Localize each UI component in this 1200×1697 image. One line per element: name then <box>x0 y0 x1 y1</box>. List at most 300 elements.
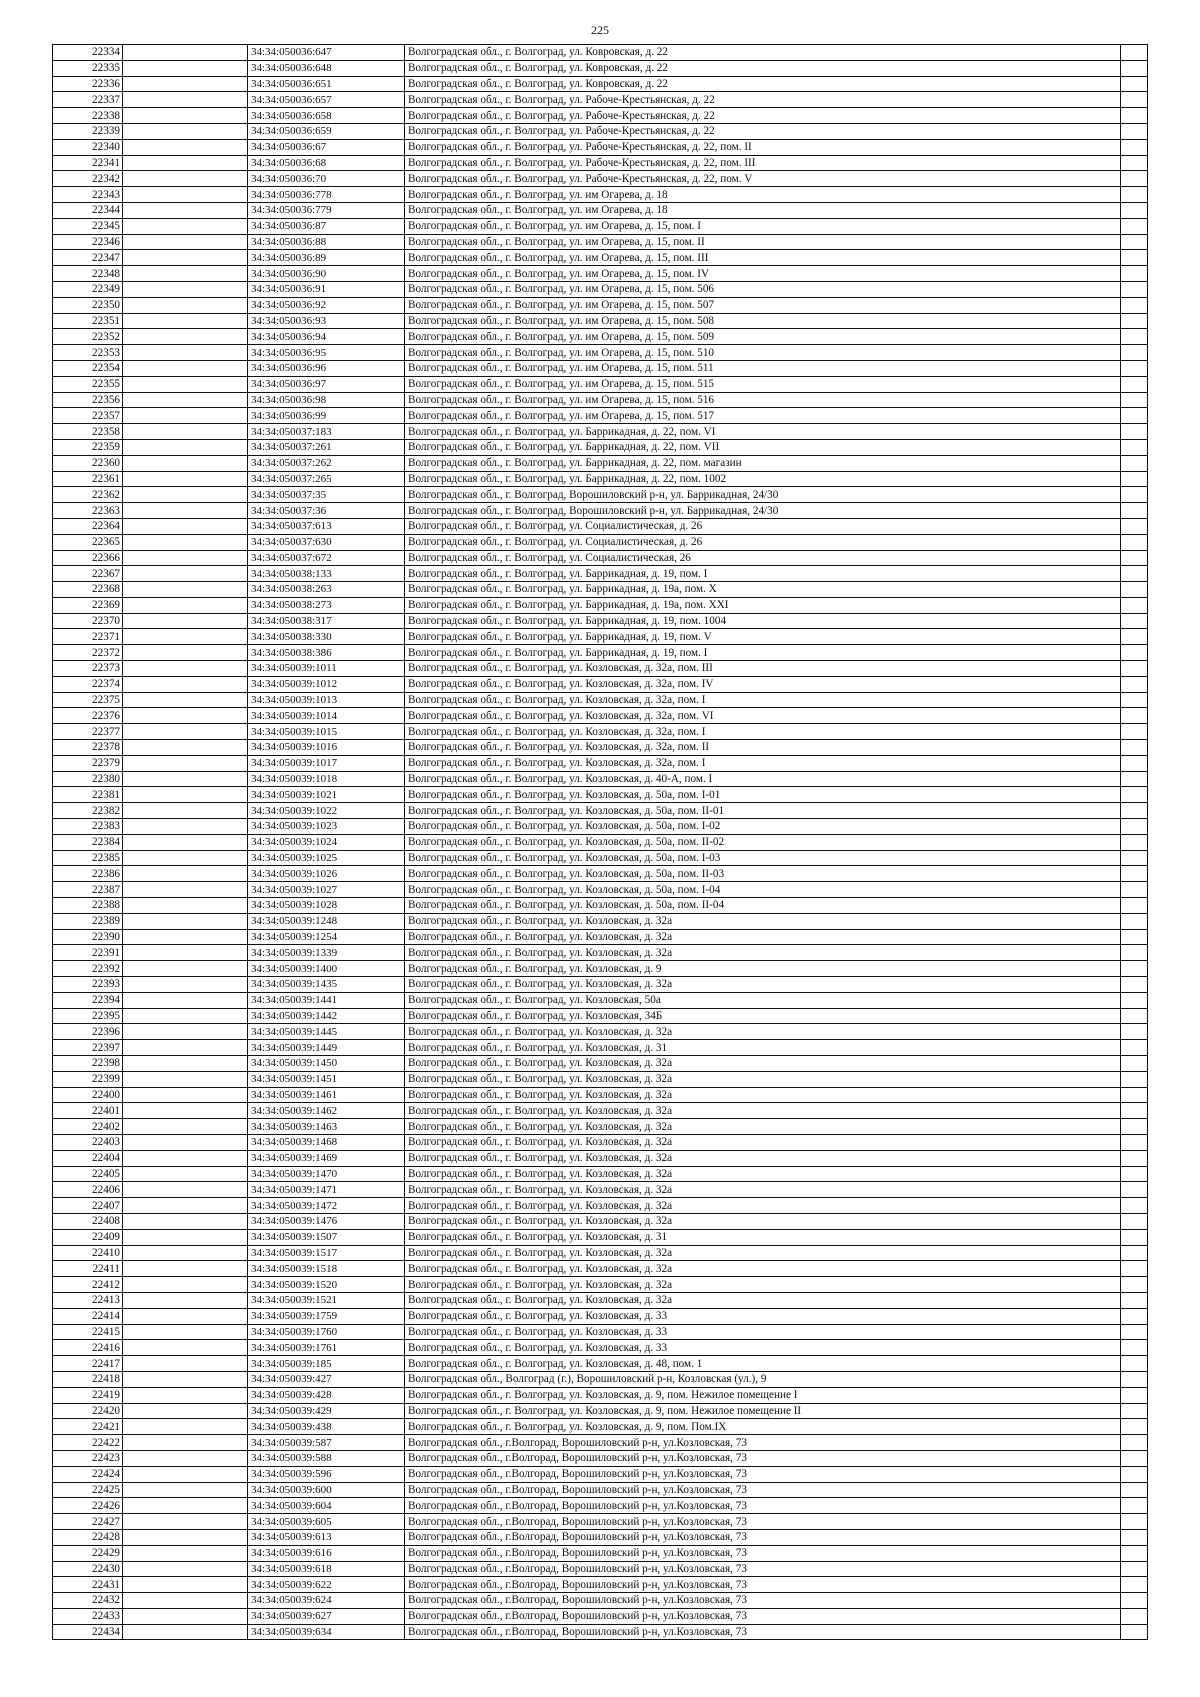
empty-cell <box>1121 1198 1148 1214</box>
table-row <box>53 360 1148 376</box>
row-number-cell: 22424 <box>53 1466 123 1482</box>
table-row <box>53 171 1148 187</box>
table-row <box>53 1624 1148 1640</box>
address-cell: Волгоградская обл., г. Волгоград, ул. Козловская, д. 32а <box>405 1166 1121 1182</box>
table-row <box>53 155 1148 171</box>
empty-cell <box>1121 60 1148 76</box>
address-cell: Волгоградская обл., г. Волгоград, ул. Козловская, д. 32а <box>405 913 1121 929</box>
row-number-cell: 22430 <box>53 1561 123 1577</box>
register-table-body <box>53 45 1148 1640</box>
row-number-cell: 22384 <box>53 834 123 850</box>
empty-cell <box>123 1040 248 1056</box>
empty-cell <box>1121 1498 1148 1514</box>
empty-cell <box>1121 787 1148 803</box>
empty-cell <box>1121 1292 1148 1308</box>
address-cell: Волгоградская обл., г. Волгоград, ул. Рабоче-Крестьянская, д. 22 <box>405 123 1121 139</box>
address-cell: Волгоградская обл., г.Волгорад, Ворошиловский р-н, ул.Козловская, 73 <box>405 1624 1121 1640</box>
row-number-cell: 22428 <box>53 1529 123 1545</box>
cadastral-number-cell: 34:34:050036:98 <box>248 392 405 408</box>
empty-cell <box>1121 471 1148 487</box>
cadastral-number-cell: 34:34:050039:596 <box>248 1466 405 1482</box>
address-cell: Волгоградская обл., г. Волгоград, ул. Козловская, д. 32а <box>405 977 1121 993</box>
table-row <box>53 708 1148 724</box>
empty-cell <box>123 1529 248 1545</box>
empty-cell <box>1121 1024 1148 1040</box>
address-cell: Волгоградская обл., г. Волгоград, ул. Козловская, д. 33 <box>405 1324 1121 1340</box>
table-row <box>53 566 1148 582</box>
table-row <box>53 1356 1148 1372</box>
empty-cell <box>123 724 248 740</box>
row-number-cell: 22369 <box>53 597 123 613</box>
table-row <box>53 597 1148 613</box>
empty-cell <box>1121 1624 1148 1640</box>
row-number-cell: 22353 <box>53 345 123 361</box>
empty-cell <box>1121 155 1148 171</box>
address-cell: Волгоградская обл., г.Волгорад, Ворошиловский р-н, ул.Козловская, 73 <box>405 1498 1121 1514</box>
cadastral-number-cell: 34:34:050039:618 <box>248 1561 405 1577</box>
table-row <box>53 1498 1148 1514</box>
cadastral-number-cell: 34:34:050036:779 <box>248 202 405 218</box>
row-number-cell: 22400 <box>53 1087 123 1103</box>
table-row <box>53 913 1148 929</box>
row-number-cell: 22426 <box>53 1498 123 1514</box>
address-cell: Волгоградская обл., г. Волгоград, Ворошиловский р-н, ул. Баррикадная, 24/30 <box>405 487 1121 503</box>
cadastral-number-cell: 34:34:050039:613 <box>248 1529 405 1545</box>
address-cell: Волгоградская обл., г. Волгоград, ул. Козловская, д. 50а, пом. I-04 <box>405 882 1121 898</box>
row-number-cell: 22348 <box>53 266 123 282</box>
empty-cell <box>123 1608 248 1624</box>
empty-cell <box>123 345 248 361</box>
empty-cell <box>123 234 248 250</box>
empty-cell <box>1121 281 1148 297</box>
empty-cell <box>123 1450 248 1466</box>
address-cell: Волгоградская обл., г. Волгоград, ул. им Огарева, д. 15, пом. 506 <box>405 281 1121 297</box>
empty-cell <box>123 503 248 519</box>
cadastral-number-cell: 34:34:050039:1472 <box>248 1198 405 1214</box>
empty-cell <box>123 1245 248 1261</box>
table-row <box>53 1008 1148 1024</box>
page-number: 225 <box>591 23 609 37</box>
empty-cell <box>123 1466 248 1482</box>
address-cell: Волгоградская обл., г. Волгоград, Ворошиловский р-н, ул. Баррикадная, 24/30 <box>405 503 1121 519</box>
property-register-table <box>52 44 1148 1640</box>
table-row <box>53 1466 1148 1482</box>
address-cell: Волгоградская обл., г. Волгоград, ул. Социалистическая, 26 <box>405 550 1121 566</box>
empty-cell <box>1121 1277 1148 1293</box>
empty-cell <box>1121 376 1148 392</box>
table-row <box>53 787 1148 803</box>
empty-cell <box>1121 1182 1148 1198</box>
row-number-cell: 22357 <box>53 408 123 424</box>
row-number-cell: 22372 <box>53 645 123 661</box>
empty-cell <box>123 629 248 645</box>
row-number-cell: 22379 <box>53 755 123 771</box>
table-row <box>53 345 1148 361</box>
cadastral-number-cell: 34:34:050036:91 <box>248 281 405 297</box>
table-row <box>53 1103 1148 1119</box>
empty-cell <box>123 1387 248 1403</box>
empty-cell <box>123 550 248 566</box>
empty-cell <box>123 1340 248 1356</box>
address-cell: Волгоградская обл., г. Волгоград, ул. Козловская, д. 50а, пом. I-03 <box>405 850 1121 866</box>
table-row <box>53 834 1148 850</box>
cadastral-number-cell: 34:34:050039:1470 <box>248 1166 405 1182</box>
cadastral-number-cell: 34:34:050039:1461 <box>248 1087 405 1103</box>
table-row <box>53 1182 1148 1198</box>
address-cell: Волгоградская обл., г. Волгоград, ул. Рабоче-Крестьянская, д. 22, пом. III <box>405 155 1121 171</box>
cadastral-number-cell: 34:34:050039:622 <box>248 1577 405 1593</box>
cadastral-number-cell: 34:34:050039:1435 <box>248 977 405 993</box>
empty-cell <box>123 1356 248 1372</box>
table-row <box>53 439 1148 455</box>
table-row <box>53 1387 1148 1403</box>
empty-cell <box>123 424 248 440</box>
row-number-cell: 22429 <box>53 1545 123 1561</box>
table-row <box>53 961 1148 977</box>
row-number-cell: 22402 <box>53 1119 123 1135</box>
address-cell: Волгоградская обл., г. Волгоград, ул. Рабоче-Крестьянская, д. 22, пом. V <box>405 171 1121 187</box>
empty-cell <box>1121 108 1148 124</box>
empty-cell <box>1121 961 1148 977</box>
table-row <box>53 1040 1148 1056</box>
empty-cell <box>1121 1450 1148 1466</box>
row-number-cell: 22377 <box>53 724 123 740</box>
cadastral-number-cell: 34:34:050036:88 <box>248 234 405 250</box>
cadastral-number-cell: 34:34:050039:427 <box>248 1371 405 1387</box>
row-number-cell: 22415 <box>53 1324 123 1340</box>
table-row <box>53 945 1148 961</box>
cadastral-number-cell: 34:34:050039:1520 <box>248 1277 405 1293</box>
empty-cell <box>123 787 248 803</box>
empty-cell <box>1121 1308 1148 1324</box>
table-row <box>53 376 1148 392</box>
empty-cell <box>123 1103 248 1119</box>
address-cell: Волгоградская обл., г. Волгоград, ул. Козловская, д. 50а, пом. II-04 <box>405 898 1121 914</box>
row-number-cell: 22423 <box>53 1450 123 1466</box>
address-cell: Волгоградская обл., г. Волгоград, ул. им Огарева, д. 15, пом. 517 <box>405 408 1121 424</box>
row-number-cell: 22403 <box>53 1134 123 1150</box>
empty-cell <box>1121 250 1148 266</box>
table-row <box>53 1087 1148 1103</box>
cadastral-number-cell: 34:34:050036:92 <box>248 297 405 313</box>
empty-cell <box>123 913 248 929</box>
row-number-cell: 22385 <box>53 850 123 866</box>
table-row <box>53 1277 1148 1293</box>
empty-cell <box>1121 1166 1148 1182</box>
cadastral-number-cell: 34:34:050039:1023 <box>248 819 405 835</box>
empty-cell <box>1121 740 1148 756</box>
cadastral-number-cell: 34:34:050036:87 <box>248 218 405 234</box>
row-number-cell: 22345 <box>53 218 123 234</box>
address-cell: Волгоградская обл., г. Волгоград, ул. Баррикадная, д. 22, пом. 1002 <box>405 471 1121 487</box>
table-row <box>53 76 1148 92</box>
row-number-cell: 22418 <box>53 1371 123 1387</box>
empty-cell <box>1121 1071 1148 1087</box>
row-number-cell: 22387 <box>53 882 123 898</box>
cadastral-number-cell: 34:34:050039:616 <box>248 1545 405 1561</box>
table-row <box>53 1308 1148 1324</box>
cadastral-number-cell: 34:34:050039:1760 <box>248 1324 405 1340</box>
cadastral-number-cell: 34:34:050038:317 <box>248 613 405 629</box>
address-cell: Волгоградская обл., г. Волгоград, ул. Козловская, д. 50а, пом. I-02 <box>405 819 1121 835</box>
empty-cell <box>1121 1324 1148 1340</box>
table-row <box>53 1056 1148 1072</box>
address-cell: Волгоградская обл., г. Волгоград, ул. Козловская, д. 32а <box>405 1056 1121 1072</box>
empty-cell <box>1121 1261 1148 1277</box>
empty-cell <box>123 977 248 993</box>
row-number-cell: 22407 <box>53 1198 123 1214</box>
empty-cell <box>1121 913 1148 929</box>
empty-cell <box>1121 408 1148 424</box>
table-row <box>53 898 1148 914</box>
row-number-cell: 22419 <box>53 1387 123 1403</box>
cadastral-number-cell: 34:34:050038:263 <box>248 582 405 598</box>
cadastral-number-cell: 34:34:050037:183 <box>248 424 405 440</box>
cadastral-number-cell: 34:34:050039:1521 <box>248 1292 405 1308</box>
table-row <box>53 1371 1148 1387</box>
empty-cell <box>1121 834 1148 850</box>
empty-cell <box>1121 819 1148 835</box>
row-number-cell: 22420 <box>53 1403 123 1419</box>
table-row <box>53 866 1148 882</box>
empty-cell <box>1121 1229 1148 1245</box>
address-cell: Волгоградская обл., г. Волгоград, ул. им Огарева, д. 15, пом. IV <box>405 266 1121 282</box>
address-cell: Волгоградская обл., г. Волгоград, ул. Социалистическая, д. 26 <box>405 534 1121 550</box>
cadastral-number-cell: 34:34:050039:1462 <box>248 1103 405 1119</box>
row-number-cell: 22340 <box>53 139 123 155</box>
empty-cell <box>123 281 248 297</box>
row-number-cell: 22388 <box>53 898 123 914</box>
empty-cell <box>1121 1087 1148 1103</box>
address-cell: Волгоградская обл., г. Волгоград, ул. Рабоче-Крестьянская, д. 22 <box>405 92 1121 108</box>
empty-cell <box>123 76 248 92</box>
row-number-cell: 22404 <box>53 1150 123 1166</box>
table-row <box>53 550 1148 566</box>
empty-cell <box>1121 692 1148 708</box>
empty-cell <box>1121 313 1148 329</box>
address-cell: Волгоградская обл., г.Волгорад, Ворошиловский р-н, ул.Козловская, 73 <box>405 1529 1121 1545</box>
empty-cell <box>123 613 248 629</box>
table-row <box>53 281 1148 297</box>
row-number-cell: 22410 <box>53 1245 123 1261</box>
cadastral-number-cell: 34:34:050039:624 <box>248 1593 405 1609</box>
table-row <box>53 661 1148 677</box>
address-cell: Волгоградская обл., г. Волгоград, ул. Ковровская, д. 22 <box>405 45 1121 61</box>
address-cell: Волгоградская обл., г. Волгоград, ул. Козловская, д. 32а <box>405 929 1121 945</box>
empty-cell <box>123 1134 248 1150</box>
row-number-cell: 22409 <box>53 1229 123 1245</box>
empty-cell <box>123 1324 248 1340</box>
table-row <box>53 724 1148 740</box>
empty-cell <box>1121 977 1148 993</box>
table-row <box>53 1403 1148 1419</box>
address-cell: Волгоградская обл., г. Волгоград, ул. Рабоче-Крестьянская, д. 22 <box>405 108 1121 124</box>
empty-cell <box>1121 487 1148 503</box>
address-cell: Волгоградская обл., г. Волгоград, ул. Козловская, д. 50а, пом. II-02 <box>405 834 1121 850</box>
table-row <box>53 803 1148 819</box>
cadastral-number-cell: 34:34:050036:659 <box>248 123 405 139</box>
cadastral-number-cell: 34:34:050039:1248 <box>248 913 405 929</box>
table-row <box>53 1245 1148 1261</box>
cadastral-number-cell: 34:34:050037:265 <box>248 471 405 487</box>
empty-cell <box>1121 1356 1148 1372</box>
cadastral-number-cell: 34:34:050039:1468 <box>248 1134 405 1150</box>
empty-cell <box>123 929 248 945</box>
table-row <box>53 992 1148 1008</box>
empty-cell <box>123 1371 248 1387</box>
address-cell: Волгоградская обл., г. Волгоград, ул. Козловская, д. 31 <box>405 1229 1121 1245</box>
empty-cell <box>1121 329 1148 345</box>
empty-cell <box>1121 1213 1148 1229</box>
empty-cell <box>123 1577 248 1593</box>
address-cell: Волгоградская обл., г. Волгоград, ул. Рабоче-Крестьянская, д. 22, пом. II <box>405 139 1121 155</box>
cadastral-number-cell: 34:34:050039:429 <box>248 1403 405 1419</box>
empty-cell <box>123 360 248 376</box>
table-row <box>53 1324 1148 1340</box>
address-cell: Волгоградская обл., г.Волгорад, Ворошиловский р-н, ул.Козловская, 73 <box>405 1466 1121 1482</box>
address-cell: Волгоградская обл., г. Волгоград, ул. Социалистическая, д. 26 <box>405 518 1121 534</box>
empty-cell <box>1121 1340 1148 1356</box>
row-number-cell: 22392 <box>53 961 123 977</box>
address-cell: Волгоградская обл., г. Волгоград, ул. Козловская, д. 32а <box>405 1134 1121 1150</box>
empty-cell <box>123 297 248 313</box>
address-cell: Волгоградская обл., г.Волгорад, Ворошиловский р-н, ул.Козловская, 73 <box>405 1608 1121 1624</box>
empty-cell <box>1121 1150 1148 1166</box>
table-row <box>53 1024 1148 1040</box>
table-row <box>53 108 1148 124</box>
row-number-cell: 22367 <box>53 566 123 582</box>
empty-cell <box>123 771 248 787</box>
empty-cell <box>1121 550 1148 566</box>
table-row <box>53 1545 1148 1561</box>
cadastral-number-cell: 34:34:050039:1442 <box>248 1008 405 1024</box>
address-cell: Волгоградская обл., г. Волгоград, ул. Баррикадная, д. 19, пом. 1004 <box>405 613 1121 629</box>
cadastral-number-cell: 34:34:050039:1017 <box>248 755 405 771</box>
address-cell: Волгоградская обл., г. Волгоград, ул. Ковровская, д. 22 <box>405 60 1121 76</box>
empty-cell <box>1121 1371 1148 1387</box>
row-number-cell: 22355 <box>53 376 123 392</box>
address-cell: Волгоградская обл., г. Волгоград, ул. Козловская, д. 32а <box>405 945 1121 961</box>
table-row <box>53 1561 1148 1577</box>
empty-cell <box>1121 534 1148 550</box>
empty-cell <box>123 60 248 76</box>
table-row <box>53 471 1148 487</box>
table-row <box>53 977 1148 993</box>
empty-cell <box>1121 1593 1148 1609</box>
empty-cell <box>1121 92 1148 108</box>
empty-cell <box>123 645 248 661</box>
address-cell: Волгоградская обл., г. Волгоград, ул. им Огарева, д. 15, пом. 510 <box>405 345 1121 361</box>
empty-cell <box>1121 187 1148 203</box>
empty-cell <box>1121 1103 1148 1119</box>
row-number-cell: 22334 <box>53 45 123 61</box>
empty-cell <box>123 202 248 218</box>
empty-cell <box>1121 202 1148 218</box>
table-row <box>53 1150 1148 1166</box>
empty-cell <box>123 1182 248 1198</box>
cadastral-number-cell: 34:34:050039:185 <box>248 1356 405 1372</box>
address-cell: Волгоградская обл., г. Волгоград, ул. им Огарева, д. 15, пом. 507 <box>405 297 1121 313</box>
row-number-cell: 22433 <box>53 1608 123 1624</box>
empty-cell <box>1121 1466 1148 1482</box>
empty-cell <box>1121 503 1148 519</box>
row-number-cell: 22395 <box>53 1008 123 1024</box>
cadastral-number-cell: 34:34:050039:1476 <box>248 1213 405 1229</box>
row-number-cell: 22421 <box>53 1419 123 1435</box>
address-cell: Волгоградская обл., г. Волгоград, ул. им Огарева, д. 15, пом. 515 <box>405 376 1121 392</box>
empty-cell <box>1121 76 1148 92</box>
cadastral-number-cell: 34:34:050039:1025 <box>248 850 405 866</box>
row-number-cell: 22349 <box>53 281 123 297</box>
empty-cell <box>1121 518 1148 534</box>
address-cell: Волгоградская обл., г. Волгоград, ул. Козловская, д. 32а, пом. VI <box>405 708 1121 724</box>
row-number-cell: 22396 <box>53 1024 123 1040</box>
empty-cell <box>1121 1403 1148 1419</box>
empty-cell <box>1121 992 1148 1008</box>
row-number-cell: 22371 <box>53 629 123 645</box>
empty-cell <box>123 250 248 266</box>
table-row <box>53 755 1148 771</box>
row-number-cell: 22338 <box>53 108 123 124</box>
cadastral-number-cell: 34:34:050039:1018 <box>248 771 405 787</box>
empty-cell <box>1121 850 1148 866</box>
empty-cell <box>123 1166 248 1182</box>
empty-cell <box>1121 882 1148 898</box>
table-row <box>53 645 1148 661</box>
row-number-cell: 22413 <box>53 1292 123 1308</box>
empty-cell <box>123 582 248 598</box>
empty-cell <box>123 866 248 882</box>
table-row <box>53 1514 1148 1530</box>
cadastral-number-cell: 34:34:050036:67 <box>248 139 405 155</box>
empty-cell <box>123 1514 248 1530</box>
empty-cell <box>1121 771 1148 787</box>
empty-cell <box>1121 1577 1148 1593</box>
empty-cell <box>1121 803 1148 819</box>
empty-cell <box>123 1419 248 1435</box>
row-number-cell: 22414 <box>53 1308 123 1324</box>
empty-cell <box>123 961 248 977</box>
table-row <box>53 1261 1148 1277</box>
empty-cell <box>123 1119 248 1135</box>
empty-cell <box>123 155 248 171</box>
cadastral-number-cell: 34:34:050039:1013 <box>248 692 405 708</box>
row-number-cell: 22339 <box>53 123 123 139</box>
cadastral-number-cell: 34:34:050038:273 <box>248 597 405 613</box>
address-cell: Волгоградская обл., г. Волгоград, ул. Козловская, д. 32а, пом. I <box>405 692 1121 708</box>
cadastral-number-cell: 34:34:050036:97 <box>248 376 405 392</box>
row-number-cell: 22346 <box>53 234 123 250</box>
address-cell: Волгоградская обл., г. Волгоград, ул. им Огарева, д. 15, пом. 508 <box>405 313 1121 329</box>
empty-cell <box>123 108 248 124</box>
empty-cell <box>123 755 248 771</box>
cadastral-number-cell: 34:34:050039:1441 <box>248 992 405 1008</box>
empty-cell <box>123 740 248 756</box>
row-number-cell: 22391 <box>53 945 123 961</box>
table-row <box>53 329 1148 345</box>
address-cell: Волгоградская обл., г. Волгоград, ул. Козловская, д. 48, пом. 1 <box>405 1356 1121 1372</box>
address-cell: Волгоградская обл., г. Волгоград, ул. Козловская, д. 32а, пом. IV <box>405 676 1121 692</box>
cadastral-number-cell: 34:34:050039:1024 <box>248 834 405 850</box>
address-cell: Волгоградская обл., г. Волгоград, ул. Баррикадная, д. 19а, пом. XXI <box>405 597 1121 613</box>
address-cell: Волгоградская обл., г. Волгоград, ул. им Огарева, д. 15, пом. III <box>405 250 1121 266</box>
row-number-cell: 22359 <box>53 439 123 455</box>
empty-cell <box>1121 297 1148 313</box>
empty-cell <box>123 1292 248 1308</box>
table-row <box>53 234 1148 250</box>
empty-cell <box>1121 1134 1148 1150</box>
empty-cell <box>123 566 248 582</box>
